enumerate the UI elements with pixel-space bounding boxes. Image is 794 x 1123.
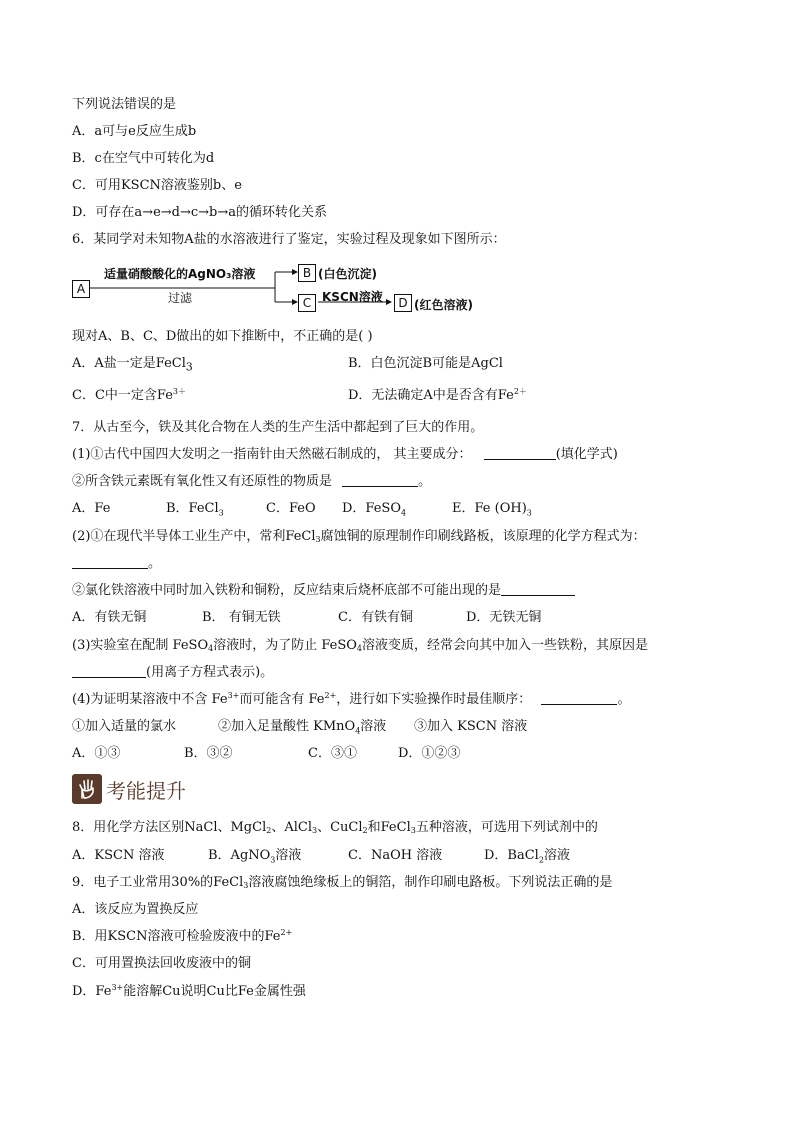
q8-option-b[interactable]: B．AgNO$_3$溶液 (208, 848, 302, 865)
q9-option-c[interactable]: C．可用置换法回收废液中的铜 (72, 956, 251, 971)
q7-part3: (3)实验室在配制 FeSO$_4$溶液时，为了防止 FeSO$_4$溶液变质，经常会向其中加入一些铁粉，其原因是 (72, 638, 649, 653)
box-a: A (72, 280, 90, 298)
q7-part2-option-c[interactable]: C．有铁有铜 (338, 610, 413, 625)
q6-option-b[interactable]: B．白色沉淀B可能是AgCl (348, 356, 503, 371)
q6-stem: 6．某同学对未知物A盐的水溶液进行了鉴定，实验过程及现象如下图所示： (72, 232, 506, 247)
section-title: 考能提升 (106, 778, 186, 803)
box-b: B (298, 264, 316, 282)
note-white-precipitate: (白色沉淀) (318, 267, 377, 281)
q9-option-a[interactable]: A．该反应为置换反应 (72, 902, 199, 917)
q7-part2-option-a[interactable]: A．有铁无铜 (72, 610, 147, 625)
q7-part4-option-d[interactable]: D．①②③ (398, 746, 461, 761)
q7-part2-option-d[interactable]: D．无铁无铜 (466, 610, 542, 625)
answer-blank[interactable] (342, 474, 418, 487)
q5-stem: 下列说法错误的是 (72, 97, 177, 112)
q7-part1a: (1)①古代中国四大发明之一指南针由天然磁石制成的， 其主要成分： (填化学式) (72, 447, 618, 462)
q7-part4-option-c[interactable]: C．③① (308, 746, 357, 761)
q5-option-a[interactable]: A．a可与e反应生成b (72, 124, 197, 139)
q7-option-b[interactable]: B．FeCl$_3$ (166, 501, 224, 518)
q9-option-d[interactable]: D．$Fe^{3+}$能溶解Cu说明Cu比Fe金属性强 (72, 983, 306, 999)
q7-option-e[interactable]: E．Fe $(OH)_3$ (452, 501, 532, 518)
answer-blank[interactable] (72, 665, 146, 678)
answer-blank[interactable] (484, 447, 556, 460)
q8-stem: 8．用化学方法区别NaCl、MgCl$_2$、AlCl$_3$、CuCl$_2$和FeCl$_3$五种溶液，可选用下列试剂中的 (72, 820, 598, 835)
q6-option-c[interactable]: C．C中一定含$Fe^{3+}$ (72, 387, 186, 403)
q5-option-d[interactable]: D．可存在a→e→d→c→b→a的循环转化关系 (72, 205, 328, 220)
answer-blank[interactable] (541, 692, 617, 705)
section-header (72, 772, 186, 806)
answer-blank[interactable] (72, 556, 148, 569)
q9-stem: 9．电子工业常用30%的FeCl$_3$溶液腐蚀绝缘板上的铜箔，制作印刷电路板。下列说法正确的是 (72, 875, 613, 890)
q6-option-d[interactable]: D．无法确定A中是否含有$Fe^{2+}$ (348, 387, 527, 403)
q7-stem: 7．从古至今，铁及其化合物在人类的生产生活中都起到了巨大的作用。 (72, 420, 484, 435)
q8-option-a[interactable]: A．KSCN 溶液 (72, 848, 165, 863)
q7-option-d[interactable]: D．FeSO$_4$ (342, 501, 407, 518)
q8-option-c[interactable]: C．NaOH 溶液 (348, 848, 443, 863)
step-filter: 过滤 (168, 291, 193, 305)
q7-op-2: ②加入足量酸性 KMnO$_4$溶液 (218, 719, 387, 736)
q7-op-1: ①加入适量的氯水 (72, 719, 177, 734)
hand-icon (72, 774, 102, 804)
q6-ask: 现对A、B、C、D做出的如下推断中，不正确的是( ) (72, 329, 373, 344)
q6-flow-diagram (70, 262, 490, 318)
box-d: D (394, 294, 412, 312)
q5-option-c[interactable]: C．可用KSCN溶液鉴别b、e (72, 178, 242, 193)
q7-option-c[interactable]: C．FeO (266, 501, 316, 516)
q7-part1b: ②所含铁元素既有氧化性又有还原性的物质是 。 (72, 474, 432, 489)
q5-option-b[interactable]: B．c在空气中可转化为d (72, 151, 215, 166)
q9-option-b[interactable]: B．用KSCN溶液可检验废液中的$Fe^{2+}$ (72, 928, 293, 944)
q7-part2-option-b[interactable]: B． 有铜无铁 (202, 610, 281, 625)
q8-option-d[interactable]: D．BaCl$_2$溶液 (484, 848, 570, 865)
q7-part2a-answer: 。 (72, 555, 161, 573)
q7-op-3: ③加入 KSCN 溶液 (414, 719, 528, 734)
q7-part3-answer: (用离子方程式表示)。 (72, 664, 273, 682)
q7-part2a: (2)①在现代半导体工业生产中，常利FeCl$_3$腐蚀铜的原理制作印刷线路板，该原理的化学方程式为： (72, 529, 646, 544)
reagent-kscn: KSCN溶液 (322, 290, 383, 304)
box-c: C (298, 294, 316, 312)
q7-option-a[interactable]: A．Fe (72, 501, 111, 516)
q6-option-a[interactable]: A．A盐一定是FeCl$_3$ (72, 356, 193, 374)
answer-blank[interactable] (501, 583, 575, 596)
note-red-solution: (红色溶液) (414, 298, 473, 312)
q7-part2b: ②氯化铁溶液中同时加入铁粉和铜粉，反应结束后烧杯底部不可能出现的是 (72, 582, 575, 600)
q7-part4-option-a[interactable]: A．①③ (72, 746, 121, 761)
reagent-agno3: 适量硝酸酸化的AgNO₃溶液 (104, 267, 256, 281)
q7-part4-option-b[interactable]: B．③② (184, 746, 233, 761)
q7-part4: (4)为证明某溶液中不含 $Fe^{3+}$而可能含有 $Fe^{2+}$，进行如下实验操作时最佳顺序： 。 (72, 691, 631, 707)
